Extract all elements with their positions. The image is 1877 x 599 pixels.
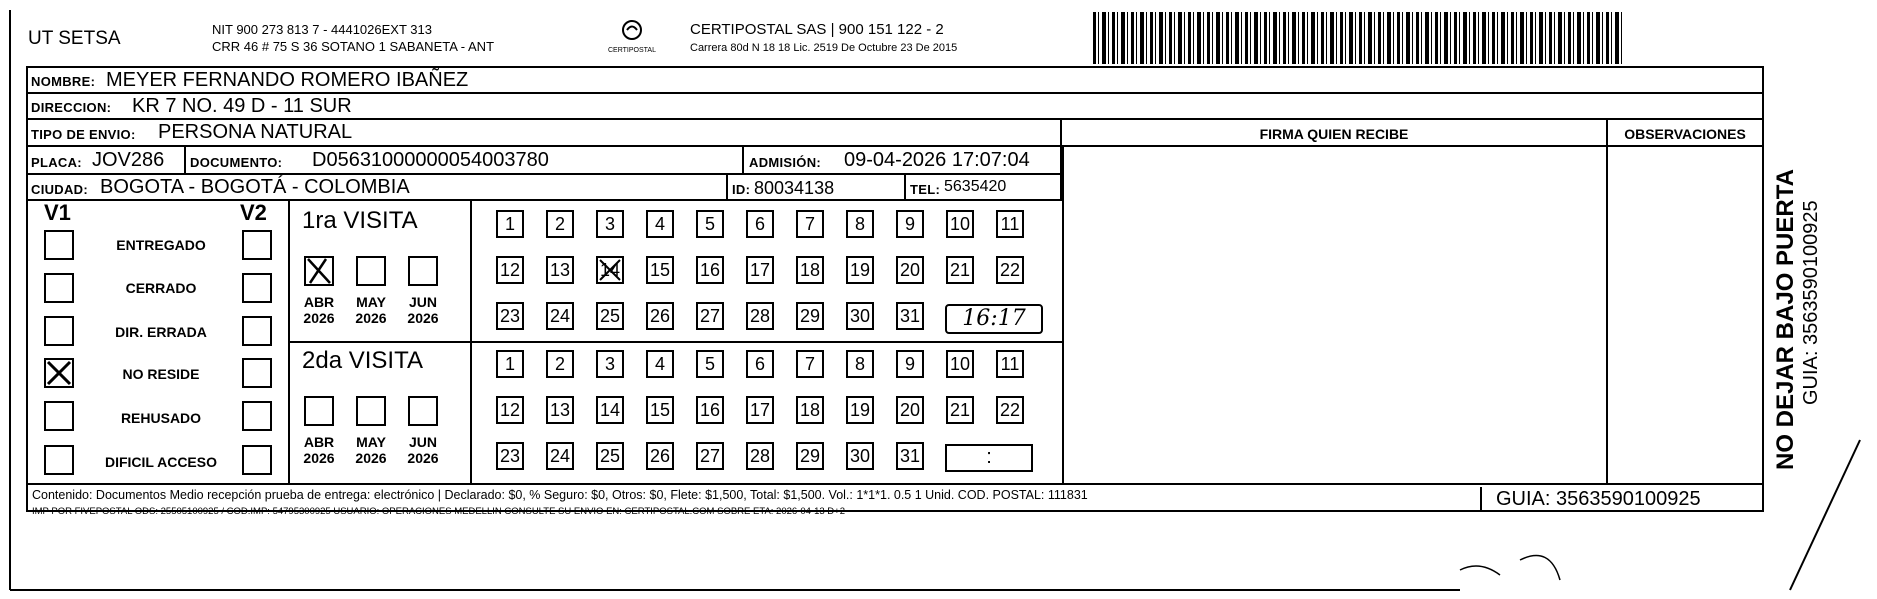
visit2-day-1[interactable]: 1 bbox=[496, 350, 524, 378]
ciudad-label: CIUDAD: bbox=[31, 182, 88, 197]
firma-label: FIRMA QUIEN RECIBE bbox=[1259, 126, 1409, 142]
visit2-day-19[interactable]: 19 bbox=[846, 396, 874, 424]
status-dificil-acceso: DIFICIL ACCESO bbox=[104, 454, 217, 470]
visit2-day-7[interactable]: 7 bbox=[796, 350, 824, 378]
visit2-title: 2da VISITA bbox=[302, 347, 423, 374]
v1-label: V1 bbox=[44, 200, 71, 225]
observaciones-label: OBSERVACIONES bbox=[1624, 126, 1746, 142]
visit2-day-25[interactable]: 25 bbox=[596, 442, 624, 470]
visit1-day-31[interactable]: 31 bbox=[896, 302, 924, 330]
visit2-day-28[interactable]: 28 bbox=[746, 442, 774, 470]
visit1-day-23[interactable]: 23 bbox=[496, 302, 524, 330]
visit2-day-4[interactable]: 4 bbox=[646, 350, 674, 378]
visit1-day-8[interactable]: 8 bbox=[846, 210, 874, 238]
side-guia: GUIA: 3563590100925 bbox=[1800, 200, 1822, 405]
visit1-day-10[interactable]: 10 bbox=[946, 210, 974, 238]
carrier-address: Carrera 80d N 18 18 Lic. 2519 De Octubre 23 De 2015 bbox=[690, 42, 958, 54]
visit1-day-7[interactable]: 7 bbox=[796, 210, 824, 238]
visit1-day-12[interactable]: 12 bbox=[496, 256, 524, 284]
visit1-month-may: MAY 2026 bbox=[355, 294, 387, 326]
visit1-day-13[interactable]: 13 bbox=[546, 256, 574, 284]
visit2-day-14[interactable]: 14 bbox=[596, 396, 624, 424]
status-dir-errada: DIR. ERRADA bbox=[115, 324, 207, 340]
visit1-day-2[interactable]: 2 bbox=[546, 210, 574, 238]
visit1-day-4[interactable]: 4 bbox=[646, 210, 674, 238]
contenido-text: Contenido: Documentos Medio recepción prueba de entrega: electrónico | Declarado: $0, % Seguro: $0, Otros: $0, Flete: $1,500, Total: $1,500. Vol.: 1*1*1. 0.5 1 Unid. COD. POSTAL: 111831 bbox=[32, 488, 1088, 502]
admision-label: ADMISIÓN: bbox=[749, 155, 822, 170]
direccion-value: KR 7 NO. 49 D - 11 SUR bbox=[132, 95, 352, 117]
visit1-day-17[interactable]: 17 bbox=[746, 256, 774, 284]
visit1-day-15[interactable]: 15 bbox=[646, 256, 674, 284]
visit1-day-30[interactable]: 30 bbox=[846, 302, 874, 330]
visit2-day-17[interactable]: 17 bbox=[746, 396, 774, 424]
direccion-label: DIRECCION: bbox=[31, 100, 112, 115]
visit1-day-29[interactable]: 29 bbox=[796, 302, 824, 330]
side-warning: NO DEJAR BAJO PUERTA bbox=[1772, 169, 1799, 470]
visit1-day-11[interactable]: 11 bbox=[996, 210, 1024, 238]
visit2-day-23[interactable]: 23 bbox=[496, 442, 524, 470]
visit1-title: 1ra VISITA bbox=[302, 207, 418, 234]
status-rehusado: REHUSADO bbox=[120, 410, 202, 426]
imp-text: IMP POR FIVEPOSTAL ODS: 25505100925 / COD.IMP: 54795300925 USUARIO: OPERACIONES MEDELLIN CONSULTE SU ENVIO EN: CERTIPOSTAL.COM SOBRE ETA: 2026-04-13 D+2 bbox=[32, 506, 845, 517]
visit1-day-20[interactable]: 20 bbox=[896, 256, 924, 284]
placa-label: PLACA: bbox=[31, 155, 82, 170]
visit1-day-5[interactable]: 5 bbox=[696, 210, 724, 238]
visit1-day-28[interactable]: 28 bbox=[746, 302, 774, 330]
visit1-day-1[interactable]: 1 bbox=[496, 210, 524, 238]
visit2-day-15[interactable]: 15 bbox=[646, 396, 674, 424]
visit2-day-11[interactable]: 11 bbox=[996, 350, 1024, 378]
visit2-month-abr: ABR 2026 bbox=[303, 434, 335, 466]
status-entregado: ENTREGADO bbox=[116, 237, 206, 253]
visit2-day-18[interactable]: 18 bbox=[796, 396, 824, 424]
tipo-label: TIPO DE ENVIO: bbox=[31, 127, 136, 142]
visit2-day-16[interactable]: 16 bbox=[696, 396, 724, 424]
visit1-day-16[interactable]: 16 bbox=[696, 256, 724, 284]
visit1-day-18[interactable]: 18 bbox=[796, 256, 824, 284]
nit-line: NIT 900 273 813 7 - 4441026EXT 313 bbox=[212, 22, 432, 37]
visit1-time-field[interactable]: 16:17 bbox=[945, 304, 1043, 334]
visit2-time-field[interactable]: : bbox=[945, 444, 1033, 472]
guia-box: GUIA: 3563590100925 bbox=[1480, 487, 1762, 512]
visit2-day-10[interactable]: 10 bbox=[946, 350, 974, 378]
visit2-day-8[interactable]: 8 bbox=[846, 350, 874, 378]
visit1-day-3[interactable]: 3 bbox=[596, 210, 624, 238]
visit2-day-24[interactable]: 24 bbox=[546, 442, 574, 470]
visit1-day-14[interactable]: 14 bbox=[596, 256, 624, 284]
id-value: 80034138 bbox=[754, 178, 835, 198]
status-no-reside: NO RESIDE bbox=[122, 366, 200, 382]
company-name: UT SETSA bbox=[28, 28, 121, 49]
logo-text: CERTIPOSTAL bbox=[608, 47, 656, 54]
documento-label: DOCUMENTO: bbox=[190, 155, 283, 170]
placa-value: JOV286 bbox=[92, 149, 165, 171]
visit1-day-22[interactable]: 22 bbox=[996, 256, 1024, 284]
visit2-month-jun: JUN 2026 bbox=[407, 434, 439, 466]
visit2-month-may: MAY 2026 bbox=[355, 434, 387, 466]
id-label: ID: bbox=[732, 182, 751, 197]
visit1-day-25[interactable]: 25 bbox=[596, 302, 624, 330]
visit2-day-22[interactable]: 22 bbox=[996, 396, 1024, 424]
visit2-day-21[interactable]: 21 bbox=[946, 396, 974, 424]
address-line: CRR 46 # 75 S 36 SOTANO 1 SABANETA - ANT bbox=[212, 39, 495, 54]
visit2-day-29[interactable]: 29 bbox=[796, 442, 824, 470]
visit1-day-21[interactable]: 21 bbox=[946, 256, 974, 284]
tipo-value: PERSONA NATURAL bbox=[158, 121, 353, 143]
visit1-month-jun: JUN 2026 bbox=[407, 294, 439, 326]
visit1-month-abr: ABR 2026 bbox=[303, 294, 335, 326]
tel-value: 5635420 bbox=[944, 178, 1007, 195]
carrier-line: CERTIPOSTAL SAS | 900 151 122 - 2 bbox=[690, 21, 944, 38]
admision-value: 09-04-2026 17:07:04 bbox=[844, 149, 1030, 171]
visit1-day-9[interactable]: 9 bbox=[896, 210, 924, 238]
visit2-day-9[interactable]: 9 bbox=[896, 350, 924, 378]
visit2-day-27[interactable]: 27 bbox=[696, 442, 724, 470]
nombre-label: NOMBRE: bbox=[31, 74, 96, 89]
v2-label: V2 bbox=[240, 200, 267, 225]
visit2-day-20[interactable]: 20 bbox=[896, 396, 924, 424]
visit2-day-6[interactable]: 6 bbox=[746, 350, 774, 378]
tel-label: TEL: bbox=[910, 182, 941, 197]
visit2-day-31[interactable]: 31 bbox=[896, 442, 924, 470]
nombre-value: MEYER FERNANDO ROMERO IBAÑEZ bbox=[106, 69, 469, 91]
visit2-day-5[interactable]: 5 bbox=[696, 350, 724, 378]
visit2-day-3[interactable]: 3 bbox=[596, 350, 624, 378]
ciudad-value: BOGOTA - BOGOTÁ - COLOMBIA bbox=[100, 176, 410, 198]
visit1-day-6[interactable]: 6 bbox=[746, 210, 774, 238]
documento-value: D05631000000054003780 bbox=[312, 149, 549, 171]
status-cerrado: CERRADO bbox=[125, 280, 197, 296]
visit1-day-26[interactable]: 26 bbox=[646, 302, 674, 330]
visit2-day-2[interactable]: 2 bbox=[546, 350, 574, 378]
visit2-day-26[interactable]: 26 bbox=[646, 442, 674, 470]
visit2-day-30[interactable]: 30 bbox=[846, 442, 874, 470]
visit2-day-13[interactable]: 13 bbox=[546, 396, 574, 424]
visit1-day-24[interactable]: 24 bbox=[546, 302, 574, 330]
visit1-day-27[interactable]: 27 bbox=[696, 302, 724, 330]
visit2-day-12[interactable]: 12 bbox=[496, 396, 524, 424]
visit1-day-19[interactable]: 19 bbox=[846, 256, 874, 284]
